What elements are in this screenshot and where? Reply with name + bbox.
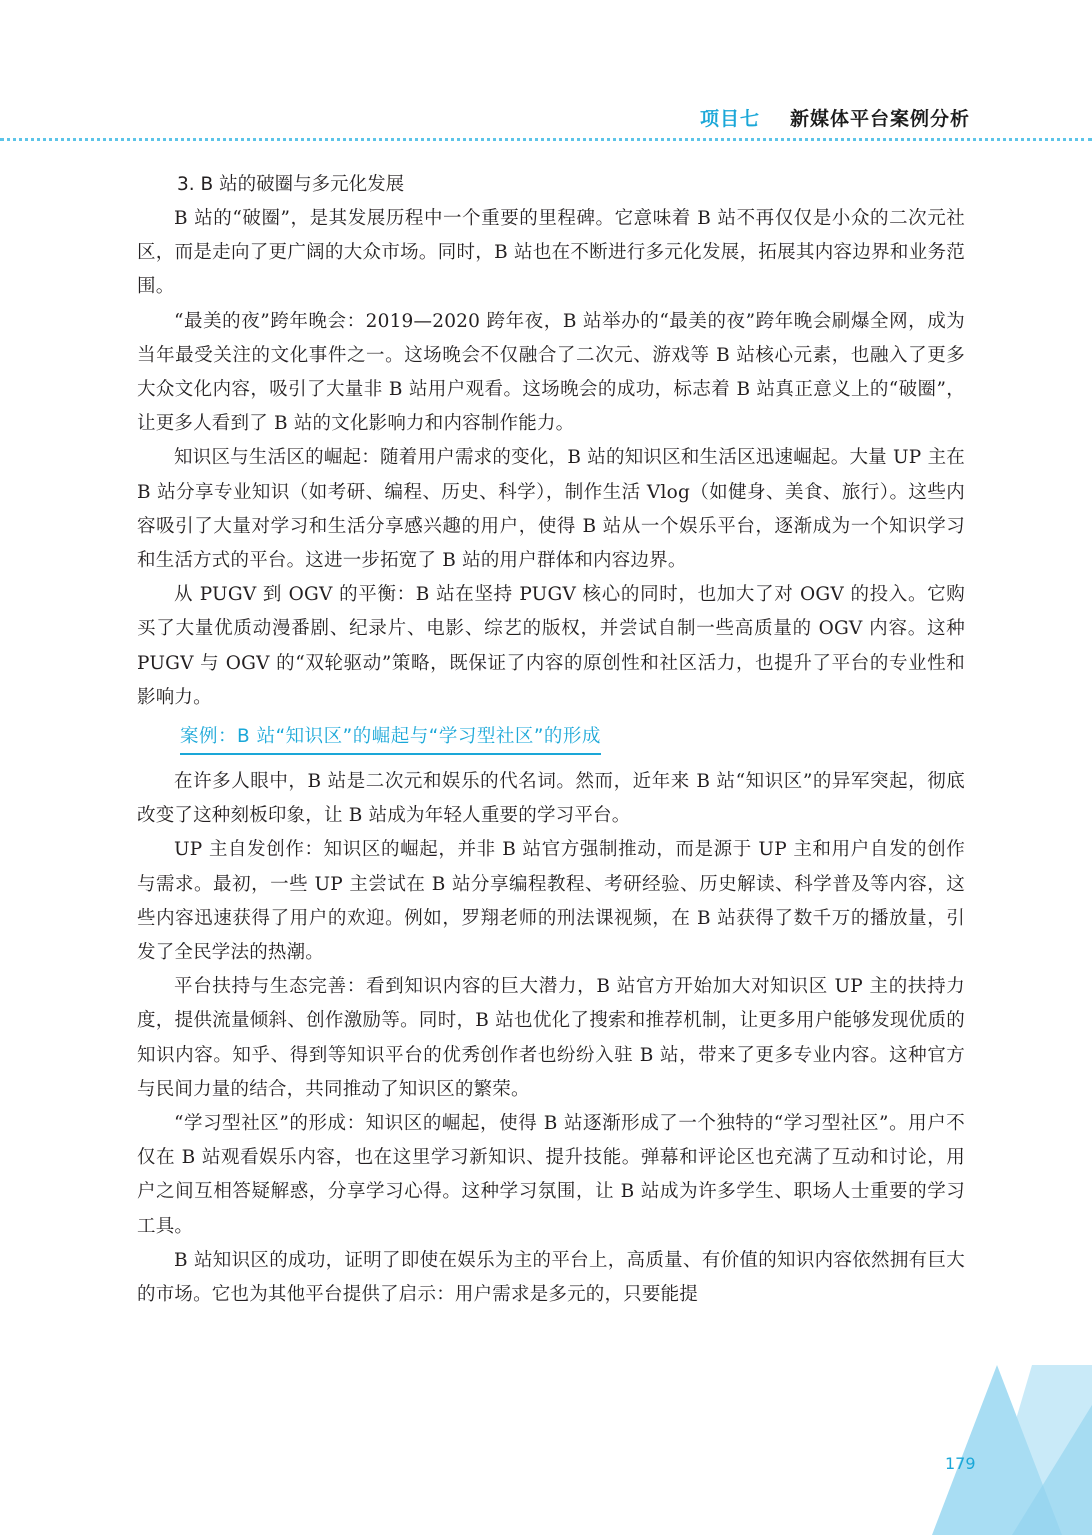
section-heading: 3. B 站的破圈与多元化发展 [177, 174, 405, 195]
case-paragraph: B 站知识区的成功，证明了即使在娱乐为主的平台上，高质量、有价值的知识内容依然拥有巨大的市场。它也为其他平台提供了启示：用户需求是多元的，只要能提 [137, 1249, 965, 1306]
corner-decoration [892, 1365, 1092, 1535]
case-heading: 案例：B 站“知识区”的崛起与“学习型社区”的形成 [180, 723, 601, 755]
page-body [137, 168, 965, 1312]
paragraph: B 站的“破圈”，是其发展历程中一个重要的里程碑。它意味着 B 站不再仅仅是小众的二次元社区，而是走向了更广阔的大众市场。同时，B 站也在不断进行多元化发展，拓展其内容边界和业务范围。 [137, 208, 965, 298]
header-dotted-rule [0, 138, 1092, 141]
header-chapter-title: 新媒体平台案例分析 [790, 108, 971, 130]
paragraph: 知识区与生活区的崛起：随着用户需求的变化，B 站的知识区和生活区迅速崛起。大量 UP 主在 B 站分享专业知识（如考研、编程、历史、科学），制作生活 Vlog（如健身、美食、旅行）。这些内容吸引了大量对学习和生活分享感兴趣的用户，使得 B 站从一个娱乐平台，逐渐成为一个知识学习和生活方式的平台。这进一步拓宽了 B 站的用户群体和内容边界。 [137, 447, 965, 572]
case-paragraph: 在许多人眼中，B 站是二次元和娱乐的代名词。然而，近年来 B 站“知识区”的异军突起，彻底改变了这种刻板印象，让 B 站成为年轻人重要的学习平台。 [137, 771, 965, 827]
paragraph: “最美的夜”跨年晚会：2019—2020 跨年夜，B 站举办的“最美的夜”跨年晚会刷爆全网，成为当年最受关注的文化事件之一。这场晚会不仅融合了二次元、游戏等 B 站核心元素，也融入了更多大众文化内容，吸引了大量非 B 站用户观看。这场晚会的成功，标志着 B 站真正意义上的“破圈”，让更多人看到了 B 站的文化影响力和内容制作能力。 [137, 310, 965, 435]
case-paragraph: UP 主自发创作：知识区的崛起，并非 B 站官方强制推动，而是源于 UP 主和用户自发的创作与需求。最初，一些 UP 主尝试在 B 站分享编程教程、考研经验、历史解读、科学普及等内容，这些内容迅速获得了用户的欢迎。例如，罗翔老师的刑法课视频，在 B 站获得了数千万的播放量，引发了全民学法的热潮。 [137, 839, 965, 964]
case-paragraph: “学习型社区”的形成：知识区的崛起，使得 B 站逐渐形成了一个独特的“学习型社区”。用户不仅在 B 站观看娱乐内容，也在这里学习新知识、提升技能。弹幕和评论区也充满了互动和讨论，用户之间互相答疑解惑，分享学习心得。这种学习氛围，让 B 站成为许多学生、职场人士重要的学习工具。 [137, 1113, 965, 1237]
header-project-label: 项目七 [700, 108, 761, 130]
running-header [0, 104, 1092, 140]
case-paragraph: 平台扶持与生态完善：看到知识内容的巨大潜力，B 站官方开始加大对知识区 UP 主的扶持力度，提供流量倾斜、创作激励等。同时，B 站也优化了搜索和推荐机制，让更多用户能够发现优质的知识内容。知乎、得到等知识平台的优秀创作者也纷纷入驻 B 站，带来了更多专业内容。这种官方与民间力量的结合，共同推动了知识区的繁荣。 [137, 976, 965, 1100]
paragraph: 从 PUGV 到 OGV 的平衡：B 站在坚持 PUGV 核心的同时，也加大了对 OGV 的投入。它购买了大量优质动漫番剧、纪录片、电影、综艺的版权，并尝试自制一些高质量的 OGV 内容。这种 PUGV 与 OGV 的“双轮驱动”策略，既保证了内容的原创性和社区活力，也提升了平台的专业性和影响力。 [137, 584, 965, 708]
case-heading-wrapper [180, 723, 965, 757]
page-number: 179 [945, 1454, 976, 1473]
